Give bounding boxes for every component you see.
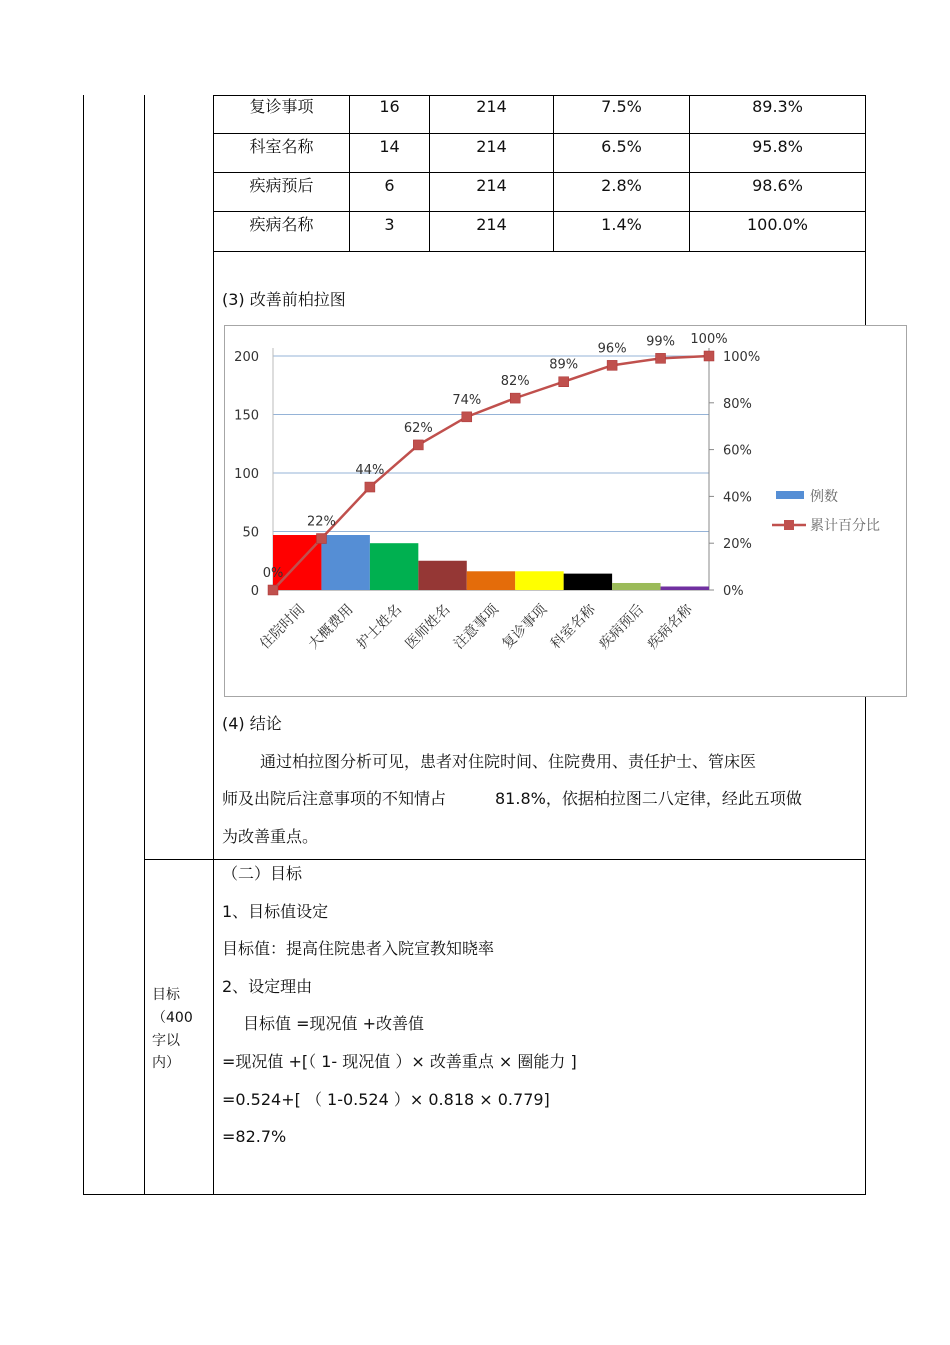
cell-count: 6 bbox=[384, 176, 395, 195]
cell-pct: 7.5% bbox=[601, 97, 642, 116]
goal-row-border bbox=[144, 859, 866, 860]
y-tick-label: 100 bbox=[234, 467, 259, 482]
cell-pct: 2.8% bbox=[601, 176, 642, 195]
y-tick-label: 0 bbox=[250, 584, 259, 599]
cumulative-marker bbox=[510, 393, 520, 403]
goal-label-line-3: 字以 bbox=[152, 1033, 180, 1049]
bar-5 bbox=[467, 571, 515, 590]
cell-pct: 6.5% bbox=[601, 137, 642, 156]
y2-tick-label: 0% bbox=[723, 584, 744, 599]
col1-border bbox=[144, 95, 145, 1195]
cell-item: 复诊事项 bbox=[249, 97, 314, 116]
cumulative-data-label: 100% bbox=[690, 332, 728, 347]
y-tick-label: 200 bbox=[234, 350, 259, 365]
cumulative-data-label: 44% bbox=[355, 463, 385, 479]
cumulative-marker bbox=[559, 377, 569, 387]
x-category-label: 复诊事项 bbox=[499, 601, 551, 653]
x-category-label: 注意事项 bbox=[450, 601, 502, 653]
goal-target: 目标值：提高住院患者入院宣教知晓率 bbox=[222, 939, 495, 958]
cumulative-data-label: 62% bbox=[403, 420, 433, 436]
x-category-label: 住院时间 bbox=[257, 601, 309, 653]
goal-label-line-4: 内） bbox=[152, 1055, 180, 1071]
cumulative-data-label: 22% bbox=[306, 514, 336, 530]
col2-border bbox=[213, 95, 214, 1195]
inner-row-line-2 bbox=[213, 172, 866, 173]
section4-heading: (4) 结论 bbox=[222, 714, 282, 733]
legend-label-bar: 例数 bbox=[810, 489, 838, 505]
legend-line-marker bbox=[784, 520, 794, 530]
y2-tick-label: 20% bbox=[723, 537, 752, 553]
goal-label-line-1: 目标 bbox=[152, 987, 180, 1003]
inner-row-line-4 bbox=[213, 251, 866, 252]
cumulative-data-label: 74% bbox=[452, 392, 482, 408]
inner-row-line-3 bbox=[213, 211, 866, 212]
cumulative-data-label: 82% bbox=[500, 374, 530, 390]
cell-count: 3 bbox=[384, 215, 395, 234]
goal-item-2: 2、设定理由 bbox=[222, 977, 313, 996]
bar-4 bbox=[418, 561, 466, 590]
conclusion-line-3: 为改善重点。 bbox=[222, 827, 319, 846]
cumulative-marker bbox=[656, 353, 666, 363]
cumulative-marker bbox=[607, 360, 617, 370]
cumulative-marker bbox=[365, 482, 375, 492]
x-category-label: 科室名称 bbox=[547, 601, 599, 653]
cell-total: 214 bbox=[476, 215, 507, 234]
outer-left-border bbox=[83, 95, 84, 1195]
goal-heading: （二）目标 bbox=[222, 864, 303, 883]
goal-formula-1: 目标值 =现况值 +改善值 bbox=[243, 1014, 424, 1033]
y-tick-label: 150 bbox=[234, 408, 259, 424]
cumulative-data-label: 89% bbox=[549, 357, 579, 373]
x-category-label: 疾病名称 bbox=[644, 601, 696, 653]
cumulative-marker bbox=[268, 585, 278, 595]
x-category-label: 大概费用 bbox=[305, 601, 357, 653]
bottom-border bbox=[83, 1194, 866, 1195]
cumulative-marker bbox=[704, 351, 714, 361]
conclusion-line-2a: 师及出院后注意事项的不知情占 bbox=[222, 789, 447, 808]
section3-heading: (3) 改善前柏拉图 bbox=[222, 290, 346, 309]
legend-label-line: 累计百分比 bbox=[810, 518, 880, 534]
y2-tick-label: 80% bbox=[723, 396, 752, 412]
cell-count: 16 bbox=[379, 97, 400, 116]
cell-item: 疾病预后 bbox=[249, 176, 314, 195]
goal-formula-2: =现况值 +[（ 1- 现况值 ）× 改善重点 × 圈能力 ] bbox=[222, 1052, 577, 1071]
cumulative-marker bbox=[413, 440, 423, 450]
bar-6 bbox=[515, 571, 563, 590]
cell-count: 14 bbox=[379, 137, 400, 156]
bar-7 bbox=[564, 574, 612, 590]
cell-cum: 89.3% bbox=[752, 97, 803, 116]
cell-cum: 100.0% bbox=[746, 215, 808, 234]
y2-tick-label: 60% bbox=[723, 443, 752, 459]
goal-formula-3: =0.524+[ （ 1-0.524 ）× 0.818 × 0.779] bbox=[222, 1090, 550, 1109]
cumulative-data-label: 96% bbox=[597, 341, 627, 357]
cell-cum: 98.6% bbox=[752, 176, 803, 195]
cell-total: 214 bbox=[476, 97, 507, 116]
bar-8 bbox=[612, 583, 660, 590]
y2-tick-label: 100% bbox=[723, 350, 761, 365]
cumulative-marker bbox=[316, 534, 326, 544]
x-category-label: 疾病预后 bbox=[596, 601, 648, 653]
x-category-label: 医师姓名 bbox=[402, 601, 454, 653]
goal-item-1: 1、目标值设定 bbox=[222, 902, 329, 921]
cell-item: 科室名称 bbox=[249, 137, 314, 156]
y2-tick-label: 40% bbox=[723, 490, 752, 506]
bar-9 bbox=[661, 586, 709, 590]
inner-row-line-1 bbox=[213, 133, 866, 134]
cell-total: 214 bbox=[476, 137, 507, 156]
goal-label-line-2: （400 bbox=[152, 1010, 193, 1026]
x-category-label: 护士姓名 bbox=[354, 601, 405, 653]
bar-2 bbox=[321, 535, 369, 590]
cell-cum: 95.8% bbox=[752, 137, 803, 156]
conclusion-line-1: 通过柏拉图分析可见，患者对住院时间、住院费用、责任护士、管床医 bbox=[260, 752, 757, 771]
cell-pct: 1.4% bbox=[601, 215, 642, 234]
conclusion-line-2b: 81.8%，依据柏拉图二八定律，经此五项做 bbox=[495, 789, 802, 808]
inner-table-top bbox=[213, 95, 866, 96]
goal-formula-4: =82.7% bbox=[222, 1127, 287, 1146]
cell-total: 214 bbox=[476, 176, 507, 195]
cumulative-marker bbox=[462, 412, 472, 422]
bar-3 bbox=[370, 543, 418, 590]
cumulative-data-label: 0% bbox=[262, 566, 284, 581]
y-tick-label: 50 bbox=[242, 525, 259, 541]
legend-bar-swatch bbox=[776, 491, 804, 499]
cell-item: 疾病名称 bbox=[249, 215, 314, 234]
cumulative-data-label: 99% bbox=[646, 334, 676, 350]
pareto-chart bbox=[224, 325, 907, 697]
